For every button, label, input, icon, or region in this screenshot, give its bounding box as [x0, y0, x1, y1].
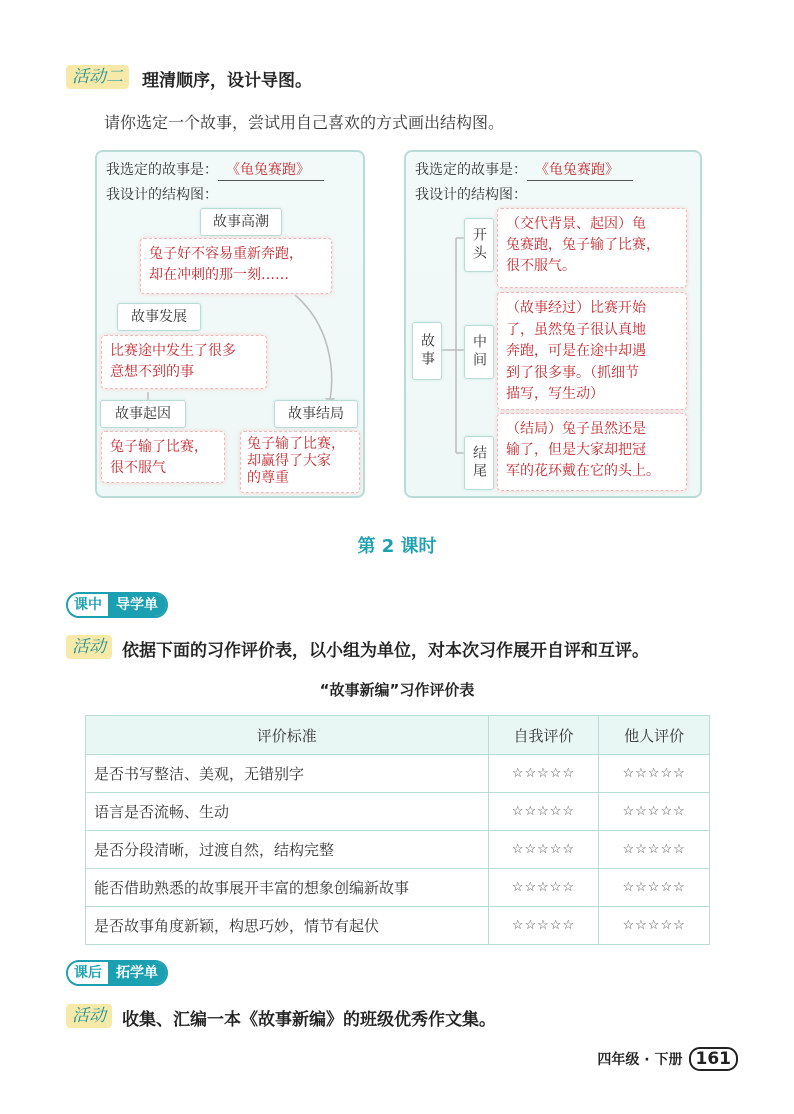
- branch-note-line: （结局）兔子虽然还是: [506, 421, 646, 437]
- table-row: [86, 869, 710, 907]
- header-criterion: 评价标准: [86, 716, 489, 755]
- branch-note-line: 很不服气。: [506, 258, 576, 274]
- development-note: [101, 335, 267, 389]
- ending-note-line: 兔子输了比赛，: [247, 436, 345, 452]
- climax-note-line: 却在冲刺的那一刻……: [149, 267, 289, 283]
- cause-node: 故事起因: [100, 400, 186, 428]
- activity-tag: 活动: [66, 1004, 112, 1028]
- story-value: 《龟兔赛跑》: [527, 159, 633, 181]
- cause-note-line: 很不服气: [110, 460, 166, 476]
- others-rating-stars[interactable]: ☆☆☆☆☆: [599, 793, 710, 831]
- activity-title: 收集、汇编一本《故事新编》的班级优秀作文集。: [122, 1010, 496, 1030]
- activity-title: 依据下面的习作评价表，以小组为单位，对本次习作展开自评和互评。: [122, 641, 649, 661]
- branch-note-line: 到了很多事。（抓细节: [506, 364, 639, 381]
- header-self: 自我评价: [488, 716, 599, 755]
- badge-part-b: 拓学单: [108, 962, 166, 984]
- self-rating-stars[interactable]: ☆☆☆☆☆: [488, 755, 599, 793]
- climax-node: 故事高潮: [200, 208, 282, 236]
- cause-note: [101, 431, 225, 483]
- climax-note-line: 兔子好不容易重新奔跑，: [149, 246, 303, 262]
- grade-label: 四年级 · 下册: [597, 1052, 683, 1068]
- table-row: [86, 831, 710, 869]
- page-number: 161: [689, 1047, 739, 1071]
- header-others: 他人评价: [599, 716, 710, 755]
- story-root-node: 故事: [412, 322, 442, 380]
- ending-note: [240, 431, 360, 493]
- activity-intro: 请你选定一个故事，尝试用自己喜欢的方式画出结构图。: [104, 113, 505, 132]
- development-node: 故事发展: [117, 303, 201, 331]
- activity-tag: 活动: [66, 635, 112, 659]
- others-rating-stars[interactable]: ☆☆☆☆☆: [599, 907, 710, 945]
- activity-title: 理清顺序，设计导图。: [142, 71, 312, 91]
- branch-note-line: 兔赛跑，兔子输了比赛，: [506, 237, 660, 253]
- lesson-title: 第 2 课时: [357, 536, 437, 557]
- table-title: “故事新编”习作评价表: [319, 681, 475, 699]
- table-header-row: [86, 716, 710, 755]
- self-rating-stars[interactable]: ☆☆☆☆☆: [488, 793, 599, 831]
- story-value: 《龟兔赛跑》: [218, 159, 324, 181]
- development-note-line: 比赛途中发生了很多: [110, 343, 236, 359]
- badge-part-b: 导学单: [108, 594, 166, 616]
- criterion-cell: 是否书写整洁、美观，无错别字: [86, 755, 489, 793]
- criterion-cell: 是否分段清晰，过渡自然，结构完整: [86, 831, 489, 869]
- branch-note-line: 了，虽然兔子很认真地: [506, 321, 646, 338]
- branch-note-middle: [497, 292, 687, 410]
- climax-note: [140, 238, 332, 294]
- branch-label-ending: 结尾: [464, 436, 494, 490]
- branch-note-beginning: [497, 208, 687, 288]
- badge-part-a: 课后: [68, 962, 108, 984]
- development-note-line: 意想不到的事: [110, 364, 194, 380]
- branch-note-line: （故事经过）比赛开始: [506, 300, 646, 316]
- badge-part-a: 课中: [68, 594, 108, 616]
- self-rating-stars[interactable]: ☆☆☆☆☆: [488, 907, 599, 945]
- right-design-label: 我设计的结构图：: [415, 187, 527, 203]
- branch-note-line: 描写，写生动）: [506, 386, 604, 402]
- criterion-cell: 是否故事角度新颖，构思巧妙，情节有起伏: [86, 907, 489, 945]
- self-rating-stars[interactable]: ☆☆☆☆☆: [488, 869, 599, 907]
- others-rating-stars[interactable]: ☆☆☆☆☆: [599, 869, 710, 907]
- branch-note-line: 军的花环戴在它的头上。: [506, 463, 660, 479]
- table-row: [86, 907, 710, 945]
- others-rating-stars[interactable]: ☆☆☆☆☆: [599, 831, 710, 869]
- cause-note-line: 兔子输了比赛，: [110, 439, 208, 455]
- self-rating-stars[interactable]: ☆☆☆☆☆: [488, 831, 599, 869]
- branch-note-line: （交代背景、起因）龟: [506, 216, 646, 232]
- page-footer: [597, 1047, 738, 1071]
- ending-note-line: 却赢得了大家: [247, 453, 331, 469]
- branch-note-ending: [497, 413, 687, 491]
- left-design-label: 我设计的结构图：: [106, 187, 218, 203]
- activity-tag: 活动二: [66, 65, 129, 89]
- criterion-cell: 语言是否流畅、生动: [86, 793, 489, 831]
- evaluation-table: [85, 715, 710, 945]
- branch-label-middle: 中间: [464, 325, 494, 379]
- criterion-cell: 能否借助熟悉的故事展开丰富的想象创编新故事: [86, 869, 489, 907]
- branch-label-beginning: 开头: [464, 218, 494, 272]
- branch-note-line: 奔跑，可是在途中却遇: [506, 343, 646, 359]
- after-class-badge: [66, 960, 168, 986]
- story-label: 我选定的故事是：: [106, 162, 218, 178]
- table-row: [86, 793, 710, 831]
- story-label: 我选定的故事是：: [415, 162, 527, 178]
- table-row: [86, 755, 710, 793]
- in-class-badge: [66, 592, 168, 618]
- ending-node: 故事结局: [274, 400, 358, 428]
- ending-note-line: 的尊重: [247, 470, 289, 486]
- others-rating-stars[interactable]: ☆☆☆☆☆: [599, 755, 710, 793]
- branch-note-line: 输了，但是大家却把冠: [506, 442, 646, 458]
